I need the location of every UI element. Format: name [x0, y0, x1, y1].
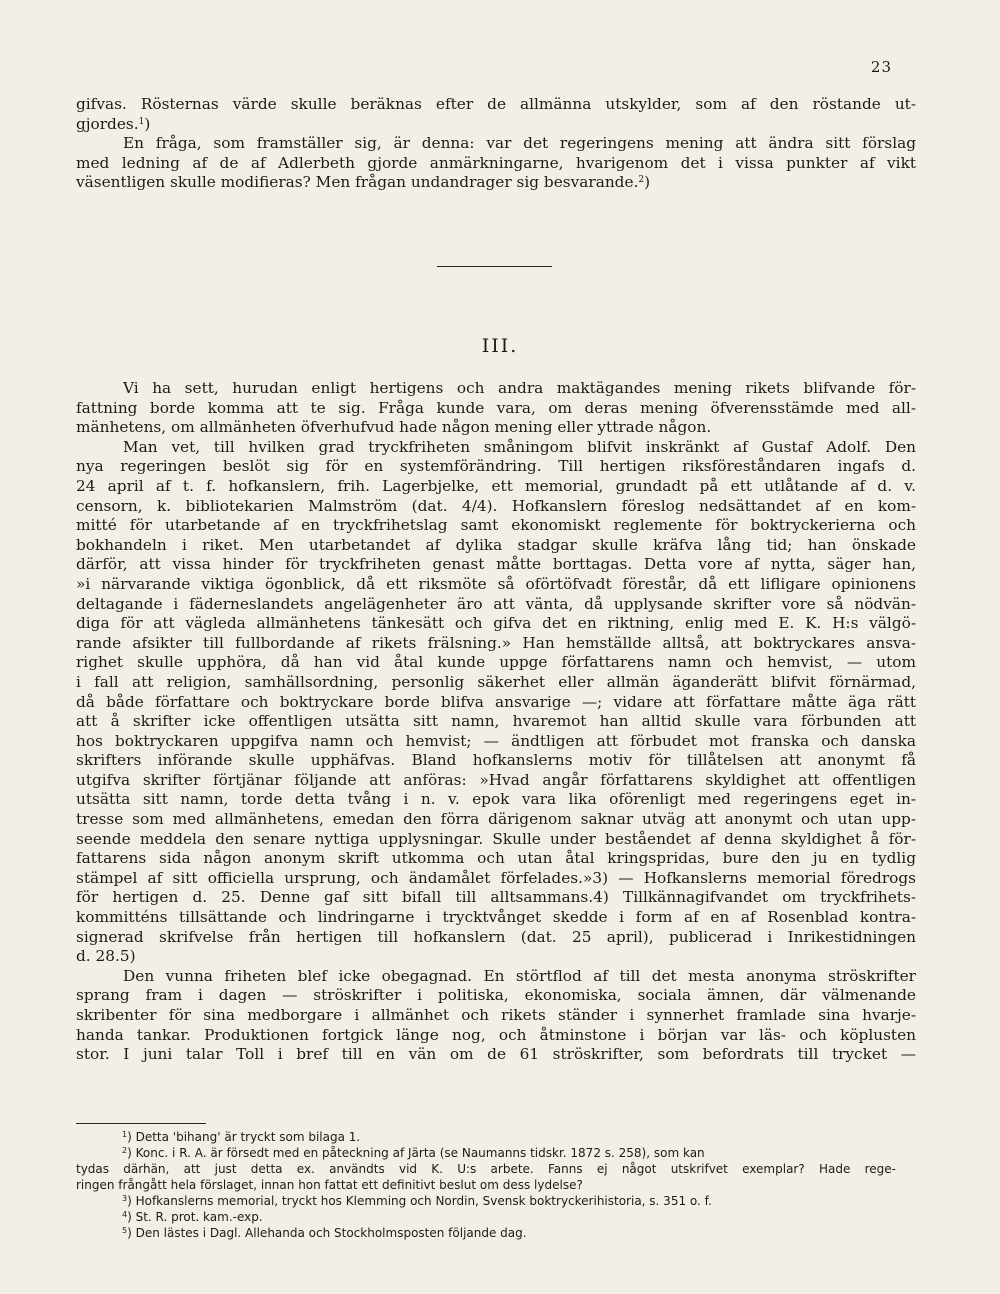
text-line: stor. I juni talar Toll i bref till en vän om de 61 ströskrifter, som befordrats till trycket — [76, 1045, 916, 1064]
text-line: nya regeringen beslöt sig för en systemförändring. Till hertigen riksföreståndaren ingafs d. [76, 457, 916, 476]
text-line: att å skrifter icke offentligen utsätta sitt namn, hvaremot han alltid skulle vara förbunden att [76, 712, 916, 731]
text-line: mitté för utarbetande af en tryckfrihetslag samt ekonomiskt reglemente för boktryckerierna och [76, 516, 916, 535]
text-line: med ledning af de af Adlerbeth gjorde anmärkningarne, hvarigenom det i vissa punkter af vikt [76, 153, 916, 172]
footnote-ref: 1 [138, 116, 145, 127]
footnote-mark: 4 [122, 1210, 128, 1219]
footnote: $^3$) Hofkanslerns memorial, tryckt hos Klemming och Nordin, Svensk boktryckerihistoria, s. 351 o. f. [122, 1194, 712, 1208]
text-line: väsentligen skulle modifieras? Men frågan undandrager sig besvarande.$^2$) [76, 173, 651, 192]
footnote: $^1$) Detta 'bihang' är tryckt som bilaga 1. [122, 1130, 361, 1144]
text-line: hos boktryckaren uppgifva namn och hemvist; — ändtligen att förbudet mot franska och danska [76, 731, 916, 750]
footnote-ref: 2 [638, 175, 645, 186]
text-line: kommitténs tillsättande och lindringarne i trycktvånget skedde i form af en af Rosenblad kontra- [76, 908, 916, 927]
text-line: fattarens sida någon anonym skrift utkomma och utan åtal kringspridas, bure den ju en tydlig [76, 849, 916, 868]
text-line: skrifters införande skulle upphäfvas. Bland hofkanslerns motiv för tillåtelsen att anonymt få [76, 751, 916, 770]
text-line: mänhetens, om allmänheten öfverhufvud hade någon mening eller yttrade någon. [76, 418, 712, 437]
text-line: bokhandeln i riket. Men utarbetandet af dylika stadgar skulle kräfva lång tid; han önskade [76, 535, 916, 554]
text-line: därför, att vissa hinder för tryckfriheten genast måtte borttagas. Detta vore af nytta, säger han, [76, 555, 916, 574]
text-line: righet skulle upphöra, då han vid åtal kunde uppge författarens namn och hemvist, — utom [76, 653, 916, 672]
text-line: censorn, k. bibliotekarien Malmström (dat. 4/4). Hofkanslern föreslog nedsättandet af en kom- [76, 496, 916, 515]
text-line: Man vet, till hvilken grad tryckfriheten småningom blifvit inskränkt af Gustaf Adolf. Den [123, 437, 916, 456]
text-line: sprang fram i dagen — ströskrifter i politiska, ekonomiska, sociala ämnen, där välmenande [76, 986, 916, 1005]
footnote-mark: 2 [122, 1146, 128, 1155]
text-line: i fall att religion, samhällsordning, personlig säkerhet eller allmän äganderätt blifvit förnärmad, [76, 672, 916, 691]
text-line: stämpel af sitt officiella ursprung, och ändamålet förfelades.»3) — Hofkanslerns memorial föredrogs [76, 868, 916, 887]
text-line: gjordes.$^1$) [76, 114, 151, 133]
text-line: »i närvarande viktiga ögonblick, då ett riksmöte så oförtöfvadt förestår, då ett lifligare opinionens [76, 574, 916, 593]
body-text [76, 379, 916, 1065]
footnote-divider [76, 1123, 206, 1124]
footnote: $^5$) Den lästes i Dagl. Allehanda och Stockholmsposten följande dag. [122, 1226, 527, 1240]
text-line: utsätta sitt namn, torde detta tvång i n. v. epok vara lika oförenligt med regeringens eget in- [76, 790, 916, 809]
text-line: utgifva skrifter förtjänar följande att anföras: »Hvad angår författarens skyldighet att offentligen [76, 770, 916, 789]
text-line: 24 april af t. f. hofkanslern, frih. Lagerbjelke, ett memorial, grundadt på ett utlåtande af d. v. [76, 476, 916, 495]
footnote-mark: 3 [122, 1194, 128, 1203]
intro-paragraphs [76, 95, 916, 193]
text-line: gifvas. Rösternas värde skulle beräknas efter de allmänna utskylder, som af den röstande ut- [76, 95, 916, 113]
text-line: deltagande i fäderneslandets angelägenheter äro att vänta, då upplysande skrifter vore så nödvän- [76, 594, 916, 613]
text-line: diga för att vägleda allmänhetens tänkesätt och gifva det en riktning, enlig med E. K. H:s välgö- [76, 614, 916, 633]
footnote-mark: 5 [122, 1226, 128, 1235]
text-line: rande afsikter till fullbordande af rikets frälsning.» Han hemställde alltså, att boktryckares ansva- [76, 633, 916, 652]
text-line: skribenter för sina medborgare i allmänhet och rikets ständer i synnerhet framlade sina hvarje- [76, 1006, 916, 1024]
footnotes [76, 1129, 896, 1241]
footnote: $^2$) Konc. i R. A. är försedt med en påteckning af Järta (se Naumanns tidskr. 1872 s. 258), som kan [122, 1146, 705, 1160]
section-divider [437, 266, 552, 267]
text-line: signerad skrifvelse från hertigen till hofkanslern (dat. 25 april), publicerad i Inrikestidningen [76, 927, 916, 946]
text-line: Vi ha sett, hurudan enligt hertigens och andra maktägandes mening rikets blifvande för- [123, 379, 916, 397]
text-line: Den vunna friheten blef icke obegagnad. En störtflod af till det mesta anonyma ströskrifter [123, 966, 916, 985]
text-line: då både författare och boktryckare borde blifva ansvarige —; vidare att författare måtte äga rätt [76, 692, 916, 711]
text-line: En fråga, som framställer sig, är denna: var det regeringens mening att ändra sitt förslag [123, 134, 916, 153]
footnote-continuation: ringen frångått hela förslaget, innan hon fattat ett definitivt beslut om dess lydelse? [76, 1178, 583, 1192]
text-line: d. 28.5) [76, 947, 136, 966]
text-line: handa tankar. Produktionen fortgick länge nog, och åtminstone i början var läs- och köplusten [76, 1025, 916, 1044]
text-line: för hertigen d. 25. Denne gaf sitt bifall till alltsammans.4) Tillkännagifvandet om tryckfrihets- [76, 888, 916, 907]
text-line: fattning borde komma att te sig. Fråga kunde vara, om deras mening öfverensstämde med all- [76, 398, 916, 417]
page-number: 23 [870, 58, 892, 76]
footnote-mark: 1 [122, 1130, 128, 1139]
footnote-continuation: tydas därhän, att just detta ex. användts vid K. U:s arbete. Fanns ej något utskrifvet exemplar? Hade rege- [76, 1162, 896, 1176]
footnote: $^4$) St. R. prot. kam.-exp. [122, 1210, 263, 1224]
text-line: tresse som med allmänhetens, emedan den förra därigenom saknar utväg att anonymt och utan upp- [76, 810, 916, 829]
section-heading: III. [481, 335, 519, 357]
text-line: seende meddela den senare nyttiga upplysningar. Skulle under beståendet af denna skyldighet å för- [76, 829, 916, 848]
